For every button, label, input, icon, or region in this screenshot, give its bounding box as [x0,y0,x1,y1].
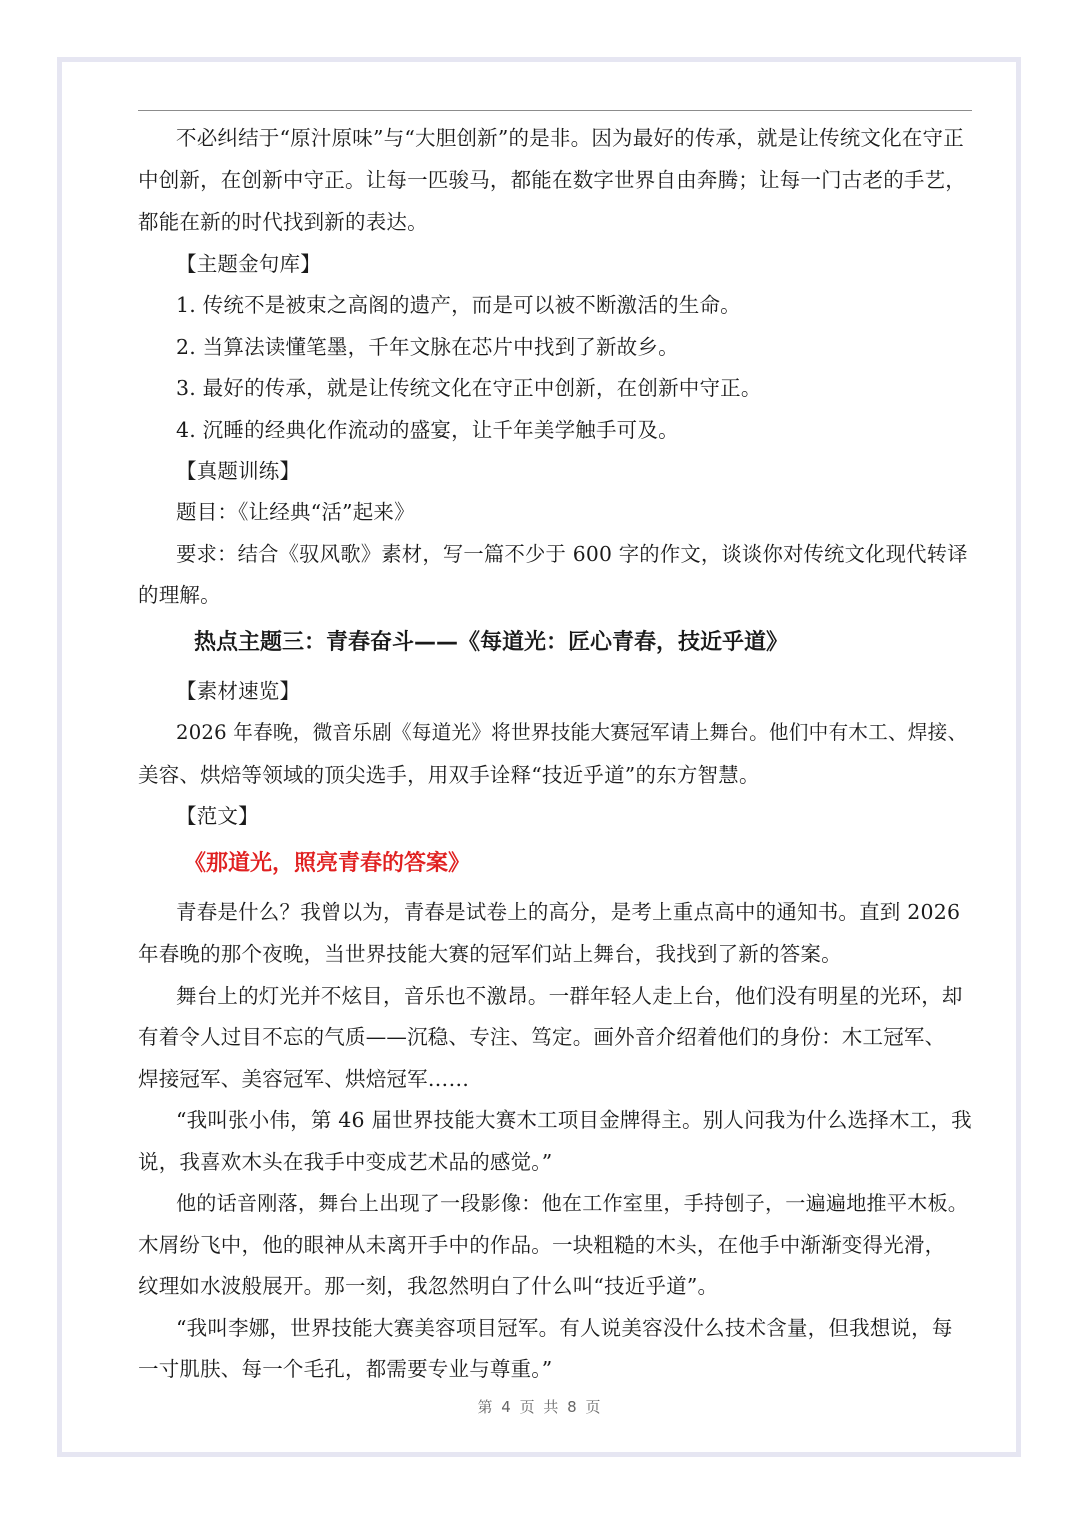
training-requirement-2: 的理解。 [138,583,221,607]
material-label: 【素材速览】 [176,679,301,703]
material-line-2: 美容、烘焙等领域的顶尖选手，用双手诠释“技近乎道”的东方智慧。 [138,763,760,787]
theme3-heading: 热点主题三：青春奋斗——《每道光：匠心青春，技近乎道》 [194,630,789,655]
essay-p4-line-2: 木屑纷飞中，他的眼神从未离开手中的作品。一块粗糙的木头，在他手中渐渐变得光滑， [138,1233,946,1257]
essay-p1-line-1: 青春是什么？我曾以为，青春是试卷上的高分，是考上重点高中的通知书。直到 2026 [176,900,961,924]
essay-label: 【范文】 [176,804,259,828]
essay-p4-line-1: 他的话音刚落，舞台上出现了一段影像：他在工作室里，手持刨子，一遍遍地推平木板。 [176,1191,969,1215]
essay-p2-line-2: 有着令人过目不忘的气质——沉稳、专注、笃定。画外音介绍着他们的身份：木工冠军、 [138,1025,946,1049]
intro-line-3: 都能在新的时代找到新的表达。 [138,210,428,234]
essay-p4-line-3: 纹理如水波般展开。那一刻，我忽然明白了什么叫“技近乎道”。 [138,1274,719,1298]
intro-line-1: 不必纠结于“原汁原味”与“大胆创新”的是非。因为最好的传承，就是让传统文化在守正 [176,126,964,150]
training-label: 【真题训练】 [176,459,301,483]
training-requirement-1: 要求：结合《驭风歌》素材，写一篇不少于 600 字的作文，谈谈你对传统文化现代转译 [176,542,968,566]
intro-line-2: 中创新，在创新中守正。让每一匹骏马，都能在数字世界自由奔腾；让每一门古老的手艺， [138,168,966,192]
essay-p2-line-1: 舞台上的灯光并不炫目，音乐也不激昂。一群年轻人走上台，他们没有明星的光环，却 [176,984,963,1008]
quote-item-3: 3. 最好的传承，就是让传统文化在守正中创新，在创新中守正。 [176,376,762,400]
quote-item-4: 4. 沉睡的经典化作流动的盛宴，让千年美学触手可及。 [176,418,679,442]
material-line-1: 2026 年春晚，微音乐剧《每道光》将世界技能大赛冠军请上舞台。他们中有木工、焊接、 [176,721,968,744]
training-topic: 题目：《让经典“活”起来》 [176,500,415,524]
essay-p1-line-2: 年春晚的那个夜晚，当世界技能大赛的冠军们站上舞台，我找到了新的答案。 [138,942,842,966]
essay-p3-line-2: 说，我喜欢木头在我手中变成艺术品的感觉。” [138,1150,553,1174]
quote-item-2: 2. 当算法读懂笔墨，千年文脉在芯片中找到了新故乡。 [176,335,679,359]
page-footer: 第 4 页 共 8 页 [477,1398,603,1416]
quote-item-1: 1. 传统不是被束之高阁的遗产，而是可以被不断激活的生命。 [176,293,741,317]
header-rule [138,110,972,111]
essay-p2-line-3: 焊接冠军、美容冠军、烘焙冠军…… [138,1067,470,1091]
quotes-label: 【主题金句库】 [176,252,321,276]
essay-title: 《那道光，照亮青春的答案》 [184,851,471,876]
essay-p5-line-2: 一寸肌肤、每一个毛孔，都需要专业与尊重。” [138,1357,553,1381]
essay-p3-line-1: “我叫张小伟，第 46 届世界技能大赛木工项目金牌得主。别人问我为什么选择木工，我 [176,1108,972,1132]
essay-p5-line-1: “我叫李娜，世界技能大赛美容项目冠军。有人说美容没什么技术含量，但我想说，每 [176,1316,953,1340]
